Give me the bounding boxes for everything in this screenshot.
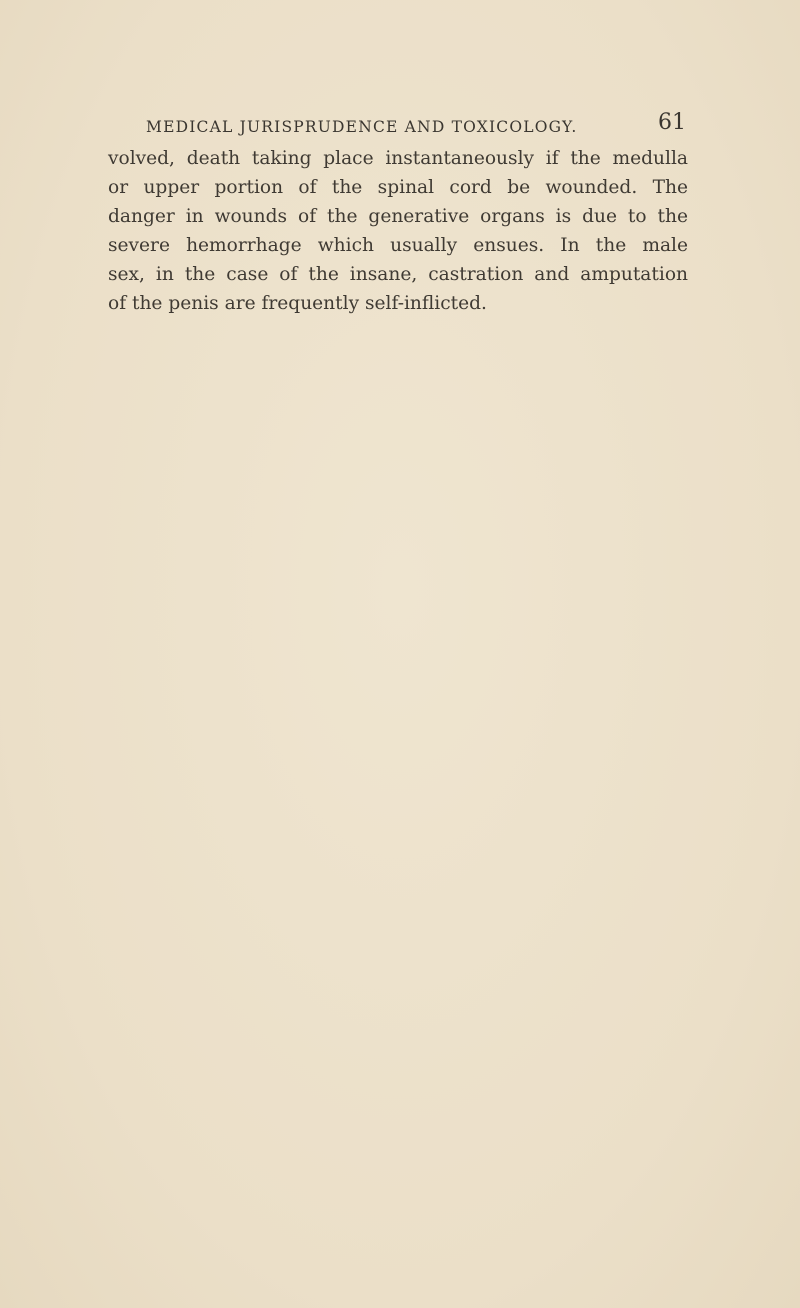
- text-line: of the penis are frequently self-inflicted.: [108, 293, 487, 314]
- text-line: severe hemorrhage which usually ensues. In the male: [108, 235, 688, 256]
- text-line: volved, death taking place instantaneously if the medulla: [108, 148, 688, 169]
- running-head: [138, 110, 686, 140]
- text-line: or upper portion of the spinal cord be wounded. The: [108, 177, 688, 198]
- running-title: MEDICAL JURISPRUDENCE AND TOXICOLOGY.: [146, 118, 578, 136]
- text-line: sex, in the case of the insane, castration and amputation: [108, 264, 688, 285]
- text-line: danger in wounds of the generative organs is due to the: [108, 206, 688, 227]
- body-paragraph: [108, 144, 688, 318]
- page-number: 61: [658, 110, 686, 135]
